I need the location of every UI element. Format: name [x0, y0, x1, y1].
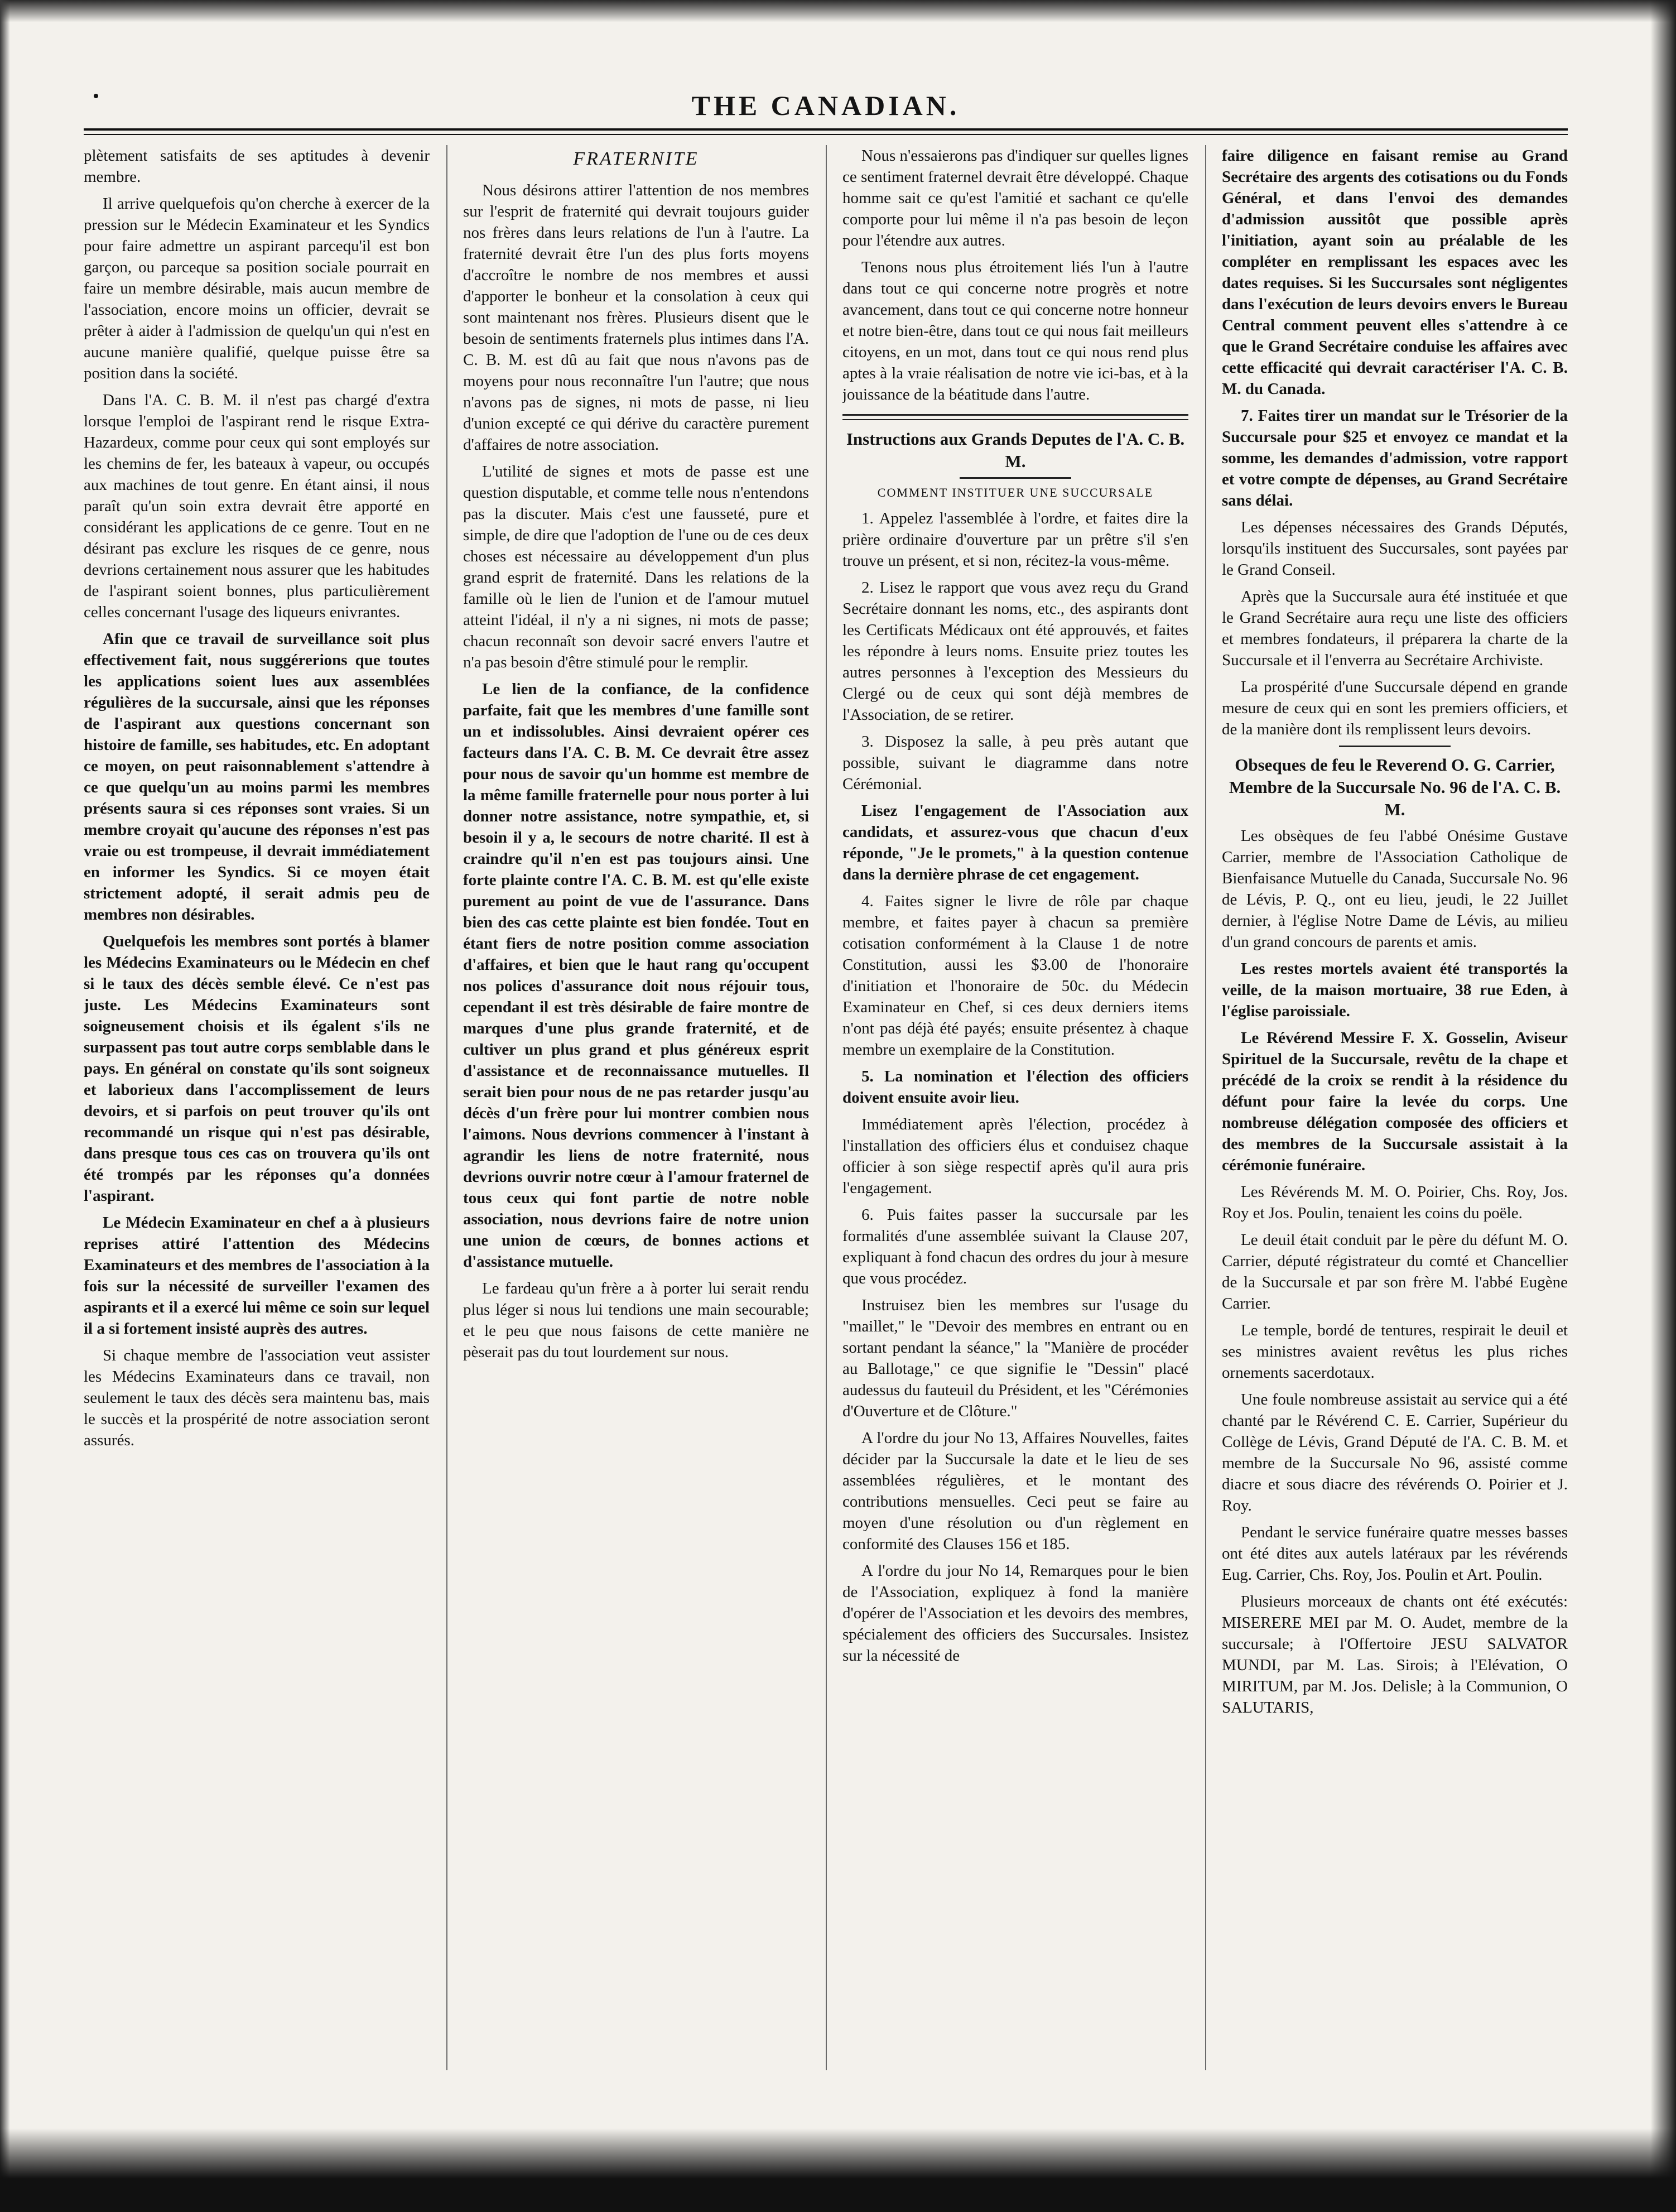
column-divider	[1205, 145, 1206, 2070]
paragraph: Le fardeau qu'un frère a à porter lui serait rendu plus léger si nous lui tendions une main secourable; et le peu que nous faisons de cette manière ne pèserait pas du tout lourdement sur nous.	[463, 1280, 809, 1361]
paragraph: Les dépenses nécessaires des Grands Députés, lorsqu'ils instituent des Succursales, sont payées par le Grand Conseil.	[1222, 518, 1568, 579]
paragraph: L'utilité de signes et mots de passe est une question disputable, et comme telle nous n'entendons pas la discuter. Mais c'est une fausseté, pure et simple, de dire que l'adoption de l'une ou de ces deux choses est nécessaire au développement d'un plus grand esprit de fraternité. Dans les relations de la famille où le lien de l'union et de l'amour mutuel atteint l'idéal, il n'y a ni signes, ni mots de passe; chacun reconnaît son devoir sacré envers l'autre et n'a pas besoin d'être stimulé pour le remplir.	[463, 463, 809, 671]
column-4	[1222, 145, 1568, 2081]
paragraph: Le temple, bordé de tentures, respirait le deuil et ses ministres avaient revêtus les plus riches ornements sacerdotaux.	[1222, 1321, 1568, 1382]
paragraph: Après que la Succursale aura été instituée et que le Grand Secrétaire aura reçu une liste des officiers et membres fondateurs, il préparera la charte de la Succursale et il l'enverra au Secrétaire Archiviste.	[1222, 588, 1568, 669]
paragraph: 4. Faites signer le livre de rôle par chaque membre, et faites payer à chacun sa première cotisation conformément à la Clause 1 de notre Constitution, aussi les $3.00 de l'honoraire d'initiation et l'honoraire de 50c. du Médecin Examinateur en Chef, si ces deux derniers items n'ont pas déjà été payés; ensuite présentez à chaque membre un exemplaire de la Constitution.	[842, 892, 1188, 1059]
column-1	[84, 145, 430, 2081]
paragraph: Tenons nous plus étroitement liés l'un à l'autre dans tout ce qui concerne notre progrès et notre avancement, dans tout ce qui concerne notre honneur et notre bien-être, dans tout ce qui nous fait meilleurs citoyens, en un mot, dans tout ce qui nous rend plus aptes à la vraie réalisation de notre vie ici-bas, et à la jouissance de la béatitude dans l'autre.	[842, 258, 1188, 403]
paragraph: Le deuil était conduit par le père du défunt M. O. Carrier, député régistrateur du comté et Chancellier de la Succursale et par son frère M. l'abbé Eugène Carrier.	[1222, 1231, 1568, 1312]
article-heading-instructions: Instructions aux Grands Deputes de l'A. C. B. M.	[846, 429, 1185, 471]
paragraph: plètement satisfaits de ses aptitudes à devenir membre.	[84, 147, 430, 186]
paragraph: Les restes mortels avaient été transportés la veille, de la maison mortuaire, 38 rue Eden, à l'église paroissiale.	[1222, 960, 1568, 1020]
paragraph: A l'ordre du jour No 13, Affaires Nouvelles, faites décider par la Succursale la date et le lieu de ses assemblées régulières, et le montant des contributions mensuelles. Ceci peut se faire au moyen d'une résolution ou d'un règlement en conformité des Clauses 156 et 185.	[842, 1429, 1188, 1553]
paragraph: 6. Puis faites passer la succursale par les formalités d'une assemblée suivant la Clause 207, expliquant à fond chacun des ordres du jour à mesure que vous procédez.	[842, 1206, 1188, 1287]
paragraph: Si chaque membre de l'association veut assister les Médecins Examinateurs dans ce travail, non seulement le taux des décès sera maintenu bas, mais le succès et la prospérité de notre association seront assurés.	[84, 1347, 430, 1449]
article-columns	[84, 145, 1568, 2081]
paragraph: Dans l'A. C. B. M. il n'est pas chargé d'extra lorsque l'emploi de l'aspirant rend le risque Extra-Hazardeux, comme pour ceux qui sont employés sur les chemins de fer, les bateaux à vapeur, ou occupés aux machines de tout genre. En étant ainsi, il nous paraît qu'un soin extra devrait être apporté en considérant les applications de ce genre. Tout en ne désirant pas exclure les risques de ce genre, nous devrions certainement nous assurer que les habitudes de l'aspirant soient bonnes, plus particulièrement celles concernant l'usage des liqueurs enivrantes.	[84, 391, 430, 621]
paragraph: Il arrive quelquefois qu'on cherche à exercer de la pression sur le Médecin Examinateur et les Syndics pour faire admettre un aspirant parcequ'il est bon garçon, ou parceque sa position sociale pourrait en faire un membre désirable, mais aucun membre de l'association, encore moins un officier, devrait se prêter à aider à l'admission de quelqu'un qui n'est en aucune manière qualifié, quelque puisse être sa position dans la société.	[84, 195, 430, 382]
scan-edge-right	[1650, 0, 1676, 2212]
section-rule	[1339, 746, 1451, 747]
column-2	[463, 145, 809, 2081]
paragraph: Pendant le service funéraire quatre messes basses ont été dites aux autels latéraux par les révérends Eug. Carrier, Chs. Roy, Jos. Poulin et Art. Poulin.	[1222, 1523, 1568, 1584]
paragraph: Nous désirons attirer l'attention de nos membres sur l'esprit de fraternité qui devrait toujours guider nos frères dans leurs relations de l'un à l'autre. La fraternité devrait être l'un des plus forts moyens d'accroître le nombre de nos membres et aussi d'apporter le bonheur et la consolation à ceux qui sont maintenant nos frères. Plusieurs disent que le besoin de sentiments fraternels plus intimes dans l'A. C. B. M. est dû au fait que nous n'avons pas de moyens pour nous reconnaître l'un l'autre; que nous n'avons pas de signes, ni mots de passe, ni lieu d'union excepté ce qui dérive du caractère purement d'affaires de notre association.	[463, 181, 809, 454]
paragraph: Instruisez bien les membres sur l'usage du "maillet," le "Devoir des membres en entrant ou en sortant pendant la séance," la "Manière de procéder au Ballotage," ce que signifie le "Dessin" placé audessus du fauteuil du Président, et les "Cérémonies d'Ouverture et de Clôture."	[842, 1296, 1188, 1420]
paragraph: 5. La nomination et l'élection des officiers doivent ensuite avoir lieu.	[842, 1067, 1188, 1107]
paragraph: 2. Lisez le rapport que vous avez reçu du Grand Secrétaire donnant les noms, etc., des aspirants dont les Certificats Médicaux ont été approuvés, et faites les répondre à leurs noms. Ensuite priez toutes les autres personnes à l'exception des Messieurs du Clergé ou de ceux qui sont déjà membres de l'Association, de se retirer.	[842, 579, 1188, 724]
scan-edge-left	[0, 0, 10, 2212]
paragraph: faire diligence en faisant remise au Grand Secrétaire des argents des cotisations ou du Fonds Général, et dans l'envoi des demandes d'admission aussitôt que possible après l'initiation, ayant soin au préalable de les compléter en remplissant les espaces avec les dates requises. Si les Succursales sont négligentes dans l'exécution de leurs devoirs envers le Bureau Central comment peuvent elles s'attendre à ce que le Grand Secrétaire conduise les affaires avec cette efficacité qui devrait caractériser l'A. C. B. M. du Canada.	[1222, 147, 1568, 398]
paragraph: 1. Appelez l'assemblée à l'ordre, et faites dire la prière ordinaire d'ouverture par un prêtre s'il s'en trouve un présent, et si non, récitez-la vous-même.	[842, 509, 1188, 570]
masthead-rule	[84, 128, 1568, 135]
paragraph: La prospérité d'une Succursale dépend en grande mesure de ceux qui en sont les premiers officiers, et de la manière dont ils remplissent leurs devoirs.	[1222, 678, 1568, 738]
paragraph: Les Révérends M. M. O. Poirier, Chs. Roy, Jos. Roy et Jos. Poulin, tenaient les coins du poële.	[1222, 1183, 1568, 1222]
paragraph: Immédiatement après l'élection, procédez à l'installation des officiers élus et conduisez chaque officier à son siège respectif après qu'il aura pris l'engagement.	[842, 1115, 1188, 1197]
paragraph: Le Révérend Messire F. X. Gosselin, Aviseur Spirituel de la Succursale, revêtu de la chape et précédé de la croix se rendit à la résidence du défunt pour faire la levée du corps. Une nombreuse délégation composée des officiers et des membres de la Succursale assistait à la cérémonie funéraire.	[1222, 1029, 1568, 1174]
column-3	[842, 145, 1188, 2081]
article-heading-obseques: Obseques de feu le Reverend O. G. Carrier, Membre de la Succursale No. 96 de l'A. C. B. M.	[1229, 755, 1561, 819]
paragraph: Une foule nombreuse assistait au service qui a été chanté par le Révérend C. E. Carrier, Supérieur du Collège de Lévis, Grand Député de l'A. C. B. M. et membre de la Succursale No 96, assisté comme diacre et sous diacre des révérends O. Poirier et J. Roy.	[1222, 1391, 1568, 1514]
scan-edge-top	[0, 0, 1676, 22]
scan-edge-bottom	[0, 2128, 1676, 2212]
paragraph: Les obsèques de feu l'abbé Onésime Gustave Carrier, membre de l'Association Catholique de Bienfaisance Mutuelle du Canada, Succursale No. 96 de Lévis, P. Q., ont eu lieu, jeudi, le 22 Juillet dernier, à l'église Notre Dame de Lévis, au milieu d'un grand concours de parents et amis.	[1222, 827, 1568, 951]
paragraph: Plusieurs morceaux de chants ont été exécutés: MISERERE MEI par M. O. Audet, membre de la succursale; à l'Offertoire JESU SALVATOR MUNDI, par M. Las. Sirois; à l'Elévation, O MIRITUM, par M. Jos. Delisle; à la Communion, O SALUTARIS,	[1222, 1593, 1568, 1716]
paragraph: Nous n'essaierons pas d'indiquer sur quelles lignes ce sentiment fraternel devrait être développé. Chaque homme sait ce qu'est l'amitié et sachant ce qu'elle comporte pour lui même il n'a pas besoin de leçon pour l'étendre aux autres.	[842, 147, 1188, 249]
column-divider	[826, 145, 827, 2070]
paragraph: Le Médecin Examinateur en chef a à plusieurs reprises attiré l'attention des Médecins Examinateurs et des membres de l'association à la fois sur la nécessité de surveiller l'examen des aspirants et il a exercé lui même ce soin sur lequel il a si fortement insisté auprès des autres.	[84, 1214, 430, 1338]
paragraph: Quelquefois les membres sont portés à blamer les Médecins Examinateurs ou le Médecin en chef si le taux des décès semble élevé. Ce n'est pas juste. Les Médecins Examinateurs sont soigneusement choisis et ils égalent s'ils ne surpassent pas tout autre corps semblable dans le pays. En général on constate qu'ils sont soigneux et laborieux dans l'accomplissement de leurs devoirs, et si parfois on peut trouver qu'ils ont recommandé un risque qui n'est pas désirable, dans presque tous ces cas on trouvera qu'ils ont été trompés par les réponses qu'a données l'aspirant.	[84, 932, 430, 1205]
paragraph: Le lien de la confiance, de la confidence parfaite, fait que les membres d'une famille sont un et indissolubles. Ainsi devraient opérer ces facteurs dans l'A. C. B. M. Ce devrait être assez pour nous de savoir qu'un homme est membre de la même famille fraternelle pour nous porter à lui donner notre assistance, notre sympathie, et, si besoin il y a, le secours de notre charité. Il est à craindre qu'il n'en est pas toujours ainsi. Une forte plainte contre l'A. C. B. M. est qu'elle existe purement au point de vue de l'assurance. Dans bien des cas cette plainte est bien fondée. Tout en étant fiers de notre position comme association d'affaires, et bien que le haut rang qu'occupent nos polices d'assurance doit nous réjouir tous, cependant il est très désirable de faire montre de marques d'une plus grande fraternité, et de cultiver un plus grand et plus généreux esprit d'assistance et de reconnaissance mutuelles. Il serait bien pour nous de ne pas retarder jusqu'au décès d'un frère pour lui montrer combien nous l'aimons. Nous devrions commencer à l'instant à agrandir les liens de notre fraternité, nous devrions ouvrir notre cœur à l'amour fraternel de tous ceux qui font partie de notre noble association, nous devrions faire de notre union une union de cœurs, de bonnes actions et d'assistance mutuelle.	[463, 680, 809, 1271]
paragraph: A l'ordre du jour No 14, Remarques pour le bien de l'Association, expliquez à fond la manière d'opérer de l'Association et les devoirs des membres, spécialement des officiers des Succursales. Insistez sur la nécessité de	[842, 1562, 1188, 1665]
paragraph: 3. Disposez la salle, à peu près autant que possible, suivant le diagramme dans notre Cérémonial.	[842, 733, 1188, 793]
paragraph: 7. Faites tirer un mandat sur le Trésorier de la Succursale pour $25 et envoyez ce mandat et la somme, les demandes d'admission, votre rapport et votre compte de dépenses, au Grand Secrétaire sans délai.	[1222, 407, 1568, 509]
article-subheading: COMMENT INSTITUER UNE SUCCURSALE	[877, 485, 1154, 499]
column-divider	[446, 145, 447, 2070]
heading-rule	[960, 477, 1071, 479]
section-rule	[842, 414, 1188, 420]
paragraph: Afin que ce travail de surveillance soit plus effectivement fait, nous suggérerions que toutes les applications soient lues aux assemblées régulières de la succursale, ainsi que les réponses de l'aspirant aux questions concernant son histoire de famille, ses habitudes, etc. En adoptant ce moyen, on peut raisonnablement s'attendre à ce que quelqu'un au moins parmi les membres présents saura si ces réponses sont vraies. Si un membre croyait qu'aucune des réponses n'est pas vraie ou est trompeuse, il devrait immédiatement en informer les Syndics. Si ce moyen était strictement adopté, il serait admis peu de membres non désirables.	[84, 630, 430, 924]
paragraph: Lisez l'engagement de l'Association aux candidats, et assurez-vous que chacun d'eux réponde, "Je le promets," à la question contenue dans la dernière phrase de cet engagement.	[842, 802, 1188, 883]
page-title: THE CANADIAN.	[691, 90, 960, 121]
article-heading-fraternite: FRATERNITE	[573, 148, 699, 169]
masthead	[84, 84, 1568, 140]
